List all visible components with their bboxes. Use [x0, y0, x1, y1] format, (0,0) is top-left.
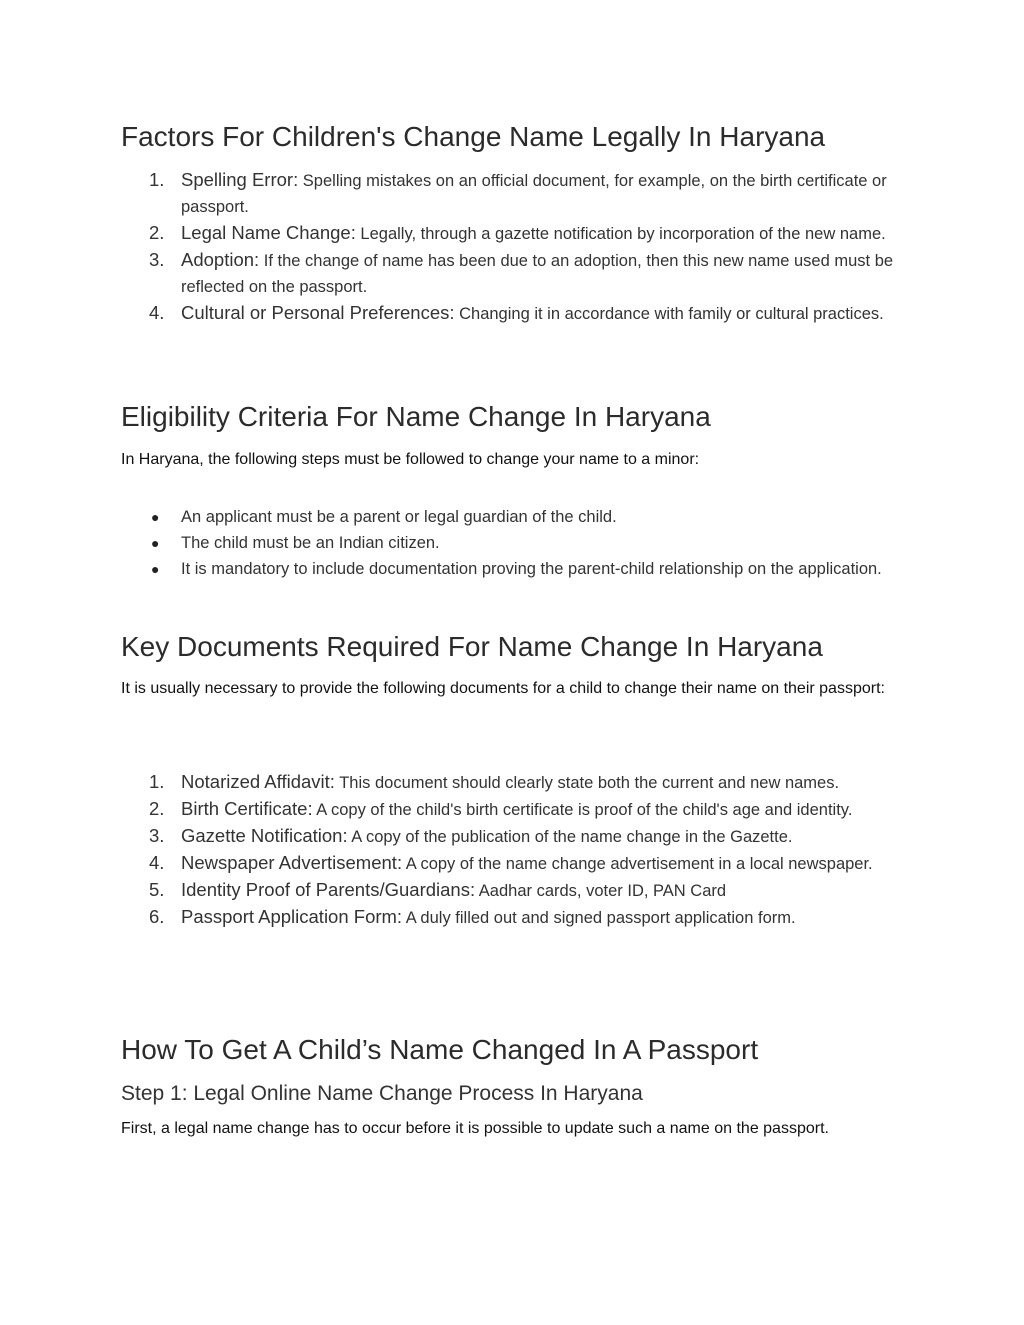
list-item: 1. Spelling Error: Spelling mistakes on an official document, for example, on the birth certificate or passport.	[149, 169, 887, 216]
bullet-icon: ●	[151, 535, 160, 551]
documents-intro: It is usually necessary to provide the following documents for a child to change their name on their passport:	[121, 680, 885, 697]
section-heading-factors: Factors For Children's Change Name Legally In Haryana	[121, 121, 826, 152]
list-item: ● An applicant must be a parent or legal guardian of the child.	[121, 504, 903, 530]
section-heading-documents: Key Documents Required For Name Change In Haryana	[121, 631, 823, 662]
list-item: 6. Passport Application Form: A duly filled out and signed passport application form.	[149, 906, 796, 927]
list-item: 2. Legal Name Change: Legally, through a gazette notification by incorporation of the new name.	[149, 222, 886, 243]
bullet-icon: ●	[151, 561, 160, 577]
step-1-text: First, a legal name change has to occur before it is possible to update such a name on the passport.	[121, 1120, 829, 1137]
eligibility-list	[121, 504, 903, 582]
section-heading-how-to: How To Get A Child’s Name Changed In A Passport	[121, 1034, 759, 1065]
list-item: ● The child must be an Indian citizen.	[121, 530, 903, 556]
list-item: 4. Newspaper Advertisement: A copy of the name change advertisement in a local newspaper.	[149, 852, 873, 873]
list-item: 5. Identity Proof of Parents/Guardians: Aadhar cards, voter ID, PAN Card	[149, 879, 727, 900]
list-item: 2. Birth Certificate: A copy of the child's birth certificate is proof of the child's age and identity.	[149, 798, 853, 819]
list-item: 3. Adoption: If the change of name has been due to an adoption, then this new name used must be reflected on the passport.	[149, 249, 894, 296]
factors-list	[121, 167, 903, 327]
list-item: ● It is mandatory to include documentation proving the parent-child relationship on the application.	[121, 556, 903, 582]
list-item: 1. Notarized Affidavit: This document should clearly state both the current and new names.	[149, 771, 840, 792]
step-1-heading: Step 1: Legal Online Name Change Process In Haryana	[121, 1082, 643, 1105]
list-item: 3. Gazette Notification: A copy of the publication of the name change in the Gazette.	[149, 825, 793, 846]
documents-list	[121, 769, 903, 931]
list-item: 4. Cultural or Personal Preferences: Changing it in accordance with family or cultural practices.	[149, 302, 884, 323]
eligibility-intro: In Haryana, the following steps must be followed to change your name to a minor:	[121, 451, 700, 468]
bullet-icon: ●	[151, 509, 160, 525]
section-heading-eligibility: Eligibility Criteria For Name Change In Haryana	[121, 401, 711, 432]
